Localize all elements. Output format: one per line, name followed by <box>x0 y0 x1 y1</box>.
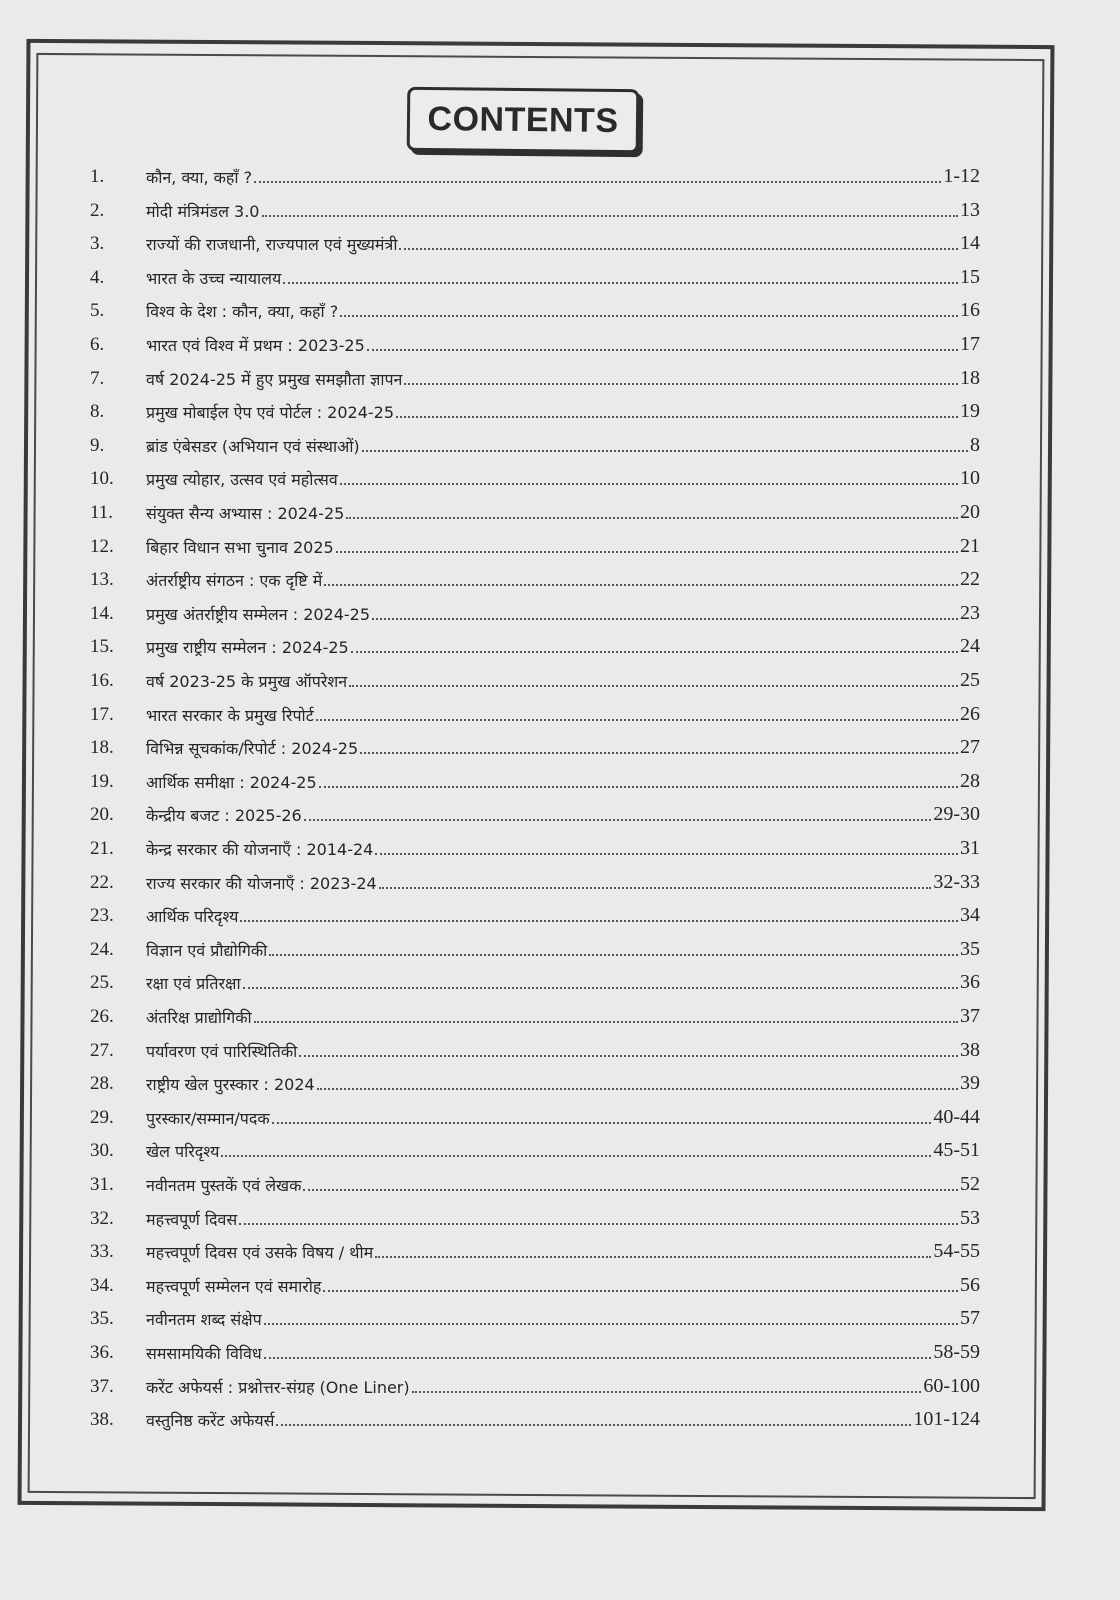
toc-page-number: 54-55 <box>933 1240 980 1263</box>
toc-row[interactable] <box>90 998 980 1028</box>
toc-page-number: 1-12 <box>943 165 980 187</box>
toc-row[interactable] <box>90 897 980 927</box>
toc-page-number: 10 <box>960 467 980 490</box>
toc-label: आर्थिक समीक्षा : 2024-25 <box>146 772 317 792</box>
dot-leader <box>360 751 958 754</box>
toc-row[interactable] <box>90 662 980 692</box>
toc-row[interactable] <box>90 1099 980 1129</box>
toc-page-number: 38 <box>960 1038 980 1061</box>
dot-leader <box>375 1255 931 1258</box>
toc-row[interactable] <box>90 561 980 591</box>
toc-page-number: 40-44 <box>933 1105 980 1128</box>
dot-leader <box>319 785 958 788</box>
toc-row[interactable] <box>90 796 980 826</box>
toc-row[interactable] <box>90 1300 980 1330</box>
toc-page-number: 17 <box>960 333 980 355</box>
toc-page-number: 26 <box>960 702 980 725</box>
toc-label: प्रमुख त्योहार, उत्सव एवं महोत्सव <box>146 470 338 490</box>
toc-number: 16. <box>90 670 114 691</box>
toc-row[interactable] <box>90 729 980 759</box>
toc-number: 35. <box>90 1308 114 1330</box>
toc-row[interactable] <box>90 830 980 860</box>
toc-page-number: 35 <box>960 937 980 960</box>
dot-leader <box>404 382 958 385</box>
dot-leader <box>316 718 958 721</box>
toc-label: नवीनतम शब्द संक्षेप <box>146 1310 262 1330</box>
toc-row[interactable] <box>90 1132 980 1162</box>
toc-label: पुरस्कार/सम्मान/पदक <box>146 1108 270 1128</box>
dot-leader <box>379 886 932 889</box>
toc-number: 4. <box>90 266 105 288</box>
dot-leader <box>299 1054 958 1057</box>
toc-number: 24. <box>90 938 114 960</box>
toc-label: महत्त्वपूर्ण दिवस <box>146 1209 238 1229</box>
dot-leader <box>372 617 958 620</box>
toc-page-number: 20 <box>960 501 980 523</box>
toc-label: समसामयिकी विविध <box>146 1344 262 1363</box>
toc-page-number: 37 <box>960 1005 980 1027</box>
toc-label: खेल परिदृश्य <box>146 1142 220 1162</box>
toc-number: 38. <box>90 1409 114 1431</box>
toc-number: 17. <box>90 703 114 725</box>
toc-number: 34. <box>90 1274 114 1296</box>
toc-label: राज्य सरकार की योजनाएँ : 2023-24 <box>146 873 377 893</box>
toc-number: 8. <box>90 401 105 423</box>
toc-number: 6. <box>90 334 105 355</box>
dot-leader <box>349 684 958 687</box>
toc-row[interactable] <box>90 1334 980 1364</box>
toc-row[interactable] <box>90 763 980 793</box>
toc-number: 1. <box>90 166 105 187</box>
toc-row[interactable] <box>90 1233 980 1263</box>
toc-page-number: 25 <box>960 669 980 691</box>
toc-row[interactable] <box>90 1200 980 1230</box>
dot-leader <box>396 415 958 418</box>
toc-page-number: 27 <box>960 736 980 759</box>
toc-label: वर्ष 2024-25 में हुए प्रमुख समझौता ज्ञापन <box>146 369 403 389</box>
toc-page-number: 15 <box>960 265 980 288</box>
toc-row[interactable] <box>90 628 980 658</box>
toc-number: 29. <box>90 1106 114 1128</box>
toc-number: 26. <box>90 1006 114 1027</box>
toc-number: 22. <box>90 871 114 893</box>
toc-number: 37. <box>90 1375 114 1397</box>
toc-row[interactable] <box>90 494 980 524</box>
toc-page-number: 57 <box>960 1307 980 1330</box>
toc-page-number: 13 <box>960 198 980 221</box>
toc-row[interactable] <box>90 964 980 994</box>
toc-label: विभिन्न सूचकांक/रिपोर्ट : 2024-25 <box>146 739 359 759</box>
toc-number: 12. <box>90 535 114 557</box>
toc-label: राष्ट्रीय खेल पुरस्कार : 2024 <box>146 1075 315 1095</box>
toc-label: वस्तुनिष्ठ करेंट अफेयर्स <box>146 1411 275 1431</box>
toc-row[interactable] <box>90 1401 980 1431</box>
dot-leader <box>340 314 958 317</box>
toc-row[interactable] <box>90 1267 980 1297</box>
toc-page-number: 58-59 <box>933 1341 980 1363</box>
toc-page-number: 53 <box>960 1206 980 1229</box>
toc-page-number: 8 <box>970 433 980 456</box>
toc-page-number: 21 <box>960 534 980 557</box>
toc-page-number: 34 <box>960 904 980 927</box>
toc-page-number: 39 <box>960 1072 980 1095</box>
toc-label: मोदी मंत्रिमंडल 3.0 <box>146 201 260 221</box>
dot-leader <box>375 852 958 855</box>
toc-label: अंतरिक्ष प्राद्योगिकी <box>146 1008 252 1027</box>
toc-label: रक्षा एवं प्रतिरक्षा <box>146 974 241 994</box>
toc-number: 13. <box>90 569 114 591</box>
toc-page-number: 28 <box>960 769 980 792</box>
dot-leader <box>264 1356 932 1359</box>
toc-label: केन्द्र सरकार की योजनाएँ : 2014-24 <box>146 840 374 859</box>
toc-row[interactable] <box>90 1065 980 1095</box>
toc-label: विश्व के देश : कौन, क्या, कहाँ ? <box>146 302 339 322</box>
toc-page-number: 45-51 <box>933 1139 980 1162</box>
dot-leader <box>240 919 958 922</box>
toc-number: 11. <box>90 502 114 523</box>
toc-label: ब्रांड एंबेसडर (अभियान एवं संस्थाओं) <box>146 436 360 456</box>
dot-leader <box>351 650 958 653</box>
toc-page-number: 52 <box>960 1173 980 1195</box>
toc-label: पर्यावरण एवं पारिस्थितिकी <box>146 1041 298 1061</box>
toc-row[interactable] <box>90 528 980 558</box>
toc-number: 31. <box>90 1174 114 1195</box>
dot-leader <box>243 986 958 989</box>
toc-label: महत्त्वपूर्ण सम्मेलन एवं समारोह <box>146 1276 322 1296</box>
toc-number: 23. <box>90 905 114 927</box>
toc-label: विज्ञान एवं प्रौद्योगिकी <box>146 940 268 960</box>
toc-page-number: 29-30 <box>933 803 980 826</box>
toc-row[interactable] <box>90 460 980 490</box>
toc-number: 20. <box>90 804 114 826</box>
dot-leader <box>324 583 958 586</box>
toc-page-number: 23 <box>960 601 980 624</box>
toc-row[interactable] <box>90 326 980 356</box>
dot-leader <box>264 1322 958 1325</box>
dot-leader <box>346 516 958 519</box>
toc-page-number: 18 <box>960 366 980 389</box>
toc-label: भारत सरकार के प्रमुख रिपोर्ट <box>146 705 314 725</box>
toc-number: 27. <box>90 1039 114 1061</box>
toc-row[interactable] <box>90 360 980 390</box>
toc-number: 36. <box>90 1342 114 1363</box>
dot-leader <box>283 281 958 284</box>
dot-leader <box>362 449 968 452</box>
toc-row[interactable] <box>90 393 980 423</box>
dot-leader <box>336 550 958 553</box>
toc-label: महत्त्वपूर्ण दिवस एवं उसके विषय / थीम <box>146 1243 374 1263</box>
dot-leader <box>399 247 958 250</box>
toc-label: आर्थिक परिदृश्य <box>146 907 239 927</box>
toc-number: 30. <box>90 1140 114 1162</box>
dot-leader <box>304 818 932 821</box>
toc-row[interactable] <box>90 1166 980 1196</box>
toc-label: प्रमुख मोबाईल ऐप एवं पोर्टल : 2024-25 <box>146 403 395 423</box>
dot-leader <box>412 1390 922 1393</box>
toc-row[interactable] <box>90 1368 980 1398</box>
toc-number: 3. <box>90 233 105 255</box>
dot-leader <box>239 1222 958 1225</box>
toc-page-number: 101-124 <box>913 1408 980 1431</box>
contents-title-box <box>407 87 640 153</box>
toc-number: 14. <box>90 602 114 624</box>
toc-number: 33. <box>90 1241 114 1263</box>
toc-label: केन्द्रीय बजट : 2025-26 <box>146 806 302 826</box>
toc-number: 10. <box>90 468 114 490</box>
dot-leader <box>272 1121 932 1124</box>
dot-leader <box>254 180 941 183</box>
dot-leader <box>340 482 958 485</box>
toc-label: बिहार विधान सभा चुनाव 2025 <box>146 537 334 557</box>
toc-number: 9. <box>90 434 105 456</box>
toc-label: प्रमुख अंतर्राष्ट्रीय सम्मेलन : 2024-25 <box>146 604 371 624</box>
toc-number: 5. <box>90 300 105 322</box>
toc-number: 28. <box>90 1073 114 1095</box>
dot-leader <box>221 1154 931 1157</box>
toc-number: 15. <box>90 636 114 658</box>
dot-leader <box>269 953 958 956</box>
toc-label: कौन, क्या, कहाँ ? <box>146 168 253 187</box>
toc-page-number: 56 <box>960 1273 980 1296</box>
toc-row[interactable] <box>90 259 980 289</box>
toc-row[interactable] <box>90 931 980 961</box>
dot-leader <box>323 1289 958 1292</box>
toc-row[interactable] <box>90 225 980 255</box>
toc-page-number: 36 <box>960 971 980 994</box>
toc-row[interactable] <box>90 1032 980 1062</box>
toc-row[interactable] <box>90 427 980 457</box>
toc-row[interactable] <box>90 192 980 222</box>
toc-row[interactable] <box>90 595 980 625</box>
toc-page-number: 60-100 <box>923 1374 980 1397</box>
toc-label: भारत के उच्च न्यायालय <box>146 268 282 288</box>
dot-leader <box>367 348 958 351</box>
toc-page-number: 24 <box>960 635 980 658</box>
toc-label: वर्ष 2023-25 के प्रमुख ऑपरेशन <box>146 672 348 691</box>
dot-leader <box>276 1423 911 1426</box>
toc-label: नवीनतम पुस्तकें एवं लेखक <box>146 1176 302 1195</box>
toc-page-number: 16 <box>960 299 980 322</box>
toc-number: 7. <box>90 367 105 389</box>
toc-number: 21. <box>90 838 114 859</box>
toc-label: करेंट अफेयर्स : प्रश्नोत्तर-संग्रह (One Liner) <box>146 1377 410 1397</box>
toc-label: भारत एवं विश्व में प्रथम : 2023-25 <box>146 336 365 355</box>
toc-label: अंतर्राष्ट्रीय संगठन : एक दृष्टि में <box>146 571 323 591</box>
toc-page-number: 19 <box>960 400 980 423</box>
toc-row[interactable] <box>90 158 980 188</box>
toc-row[interactable] <box>90 696 980 726</box>
toc-label: राज्यों की राजधानी, राज्यपाल एवं मुख्यमंत्री <box>146 235 398 255</box>
toc-page-number: 31 <box>960 837 980 859</box>
page-title: CONTENTS <box>427 99 619 140</box>
toc-label: प्रमुख राष्ट्रीय सम्मेलन : 2024-25 <box>146 638 349 658</box>
toc-number: 18. <box>90 737 114 759</box>
toc-row[interactable] <box>90 292 980 322</box>
toc-number: 32. <box>90 1207 114 1229</box>
toc-label: संयुक्त सैन्य अभ्यास : 2024-25 <box>146 504 345 523</box>
dot-leader <box>254 1020 958 1023</box>
dot-leader <box>262 214 959 217</box>
toc-number: 2. <box>90 199 105 221</box>
toc-number: 19. <box>90 770 114 792</box>
toc-page-number: 22 <box>960 568 980 591</box>
toc-page-number: 14 <box>960 232 980 255</box>
dot-leader <box>303 1188 958 1191</box>
toc-number: 25. <box>90 972 114 994</box>
toc-page-number: 32-33 <box>933 870 980 893</box>
dot-leader <box>317 1087 958 1090</box>
toc-row[interactable] <box>90 864 980 894</box>
